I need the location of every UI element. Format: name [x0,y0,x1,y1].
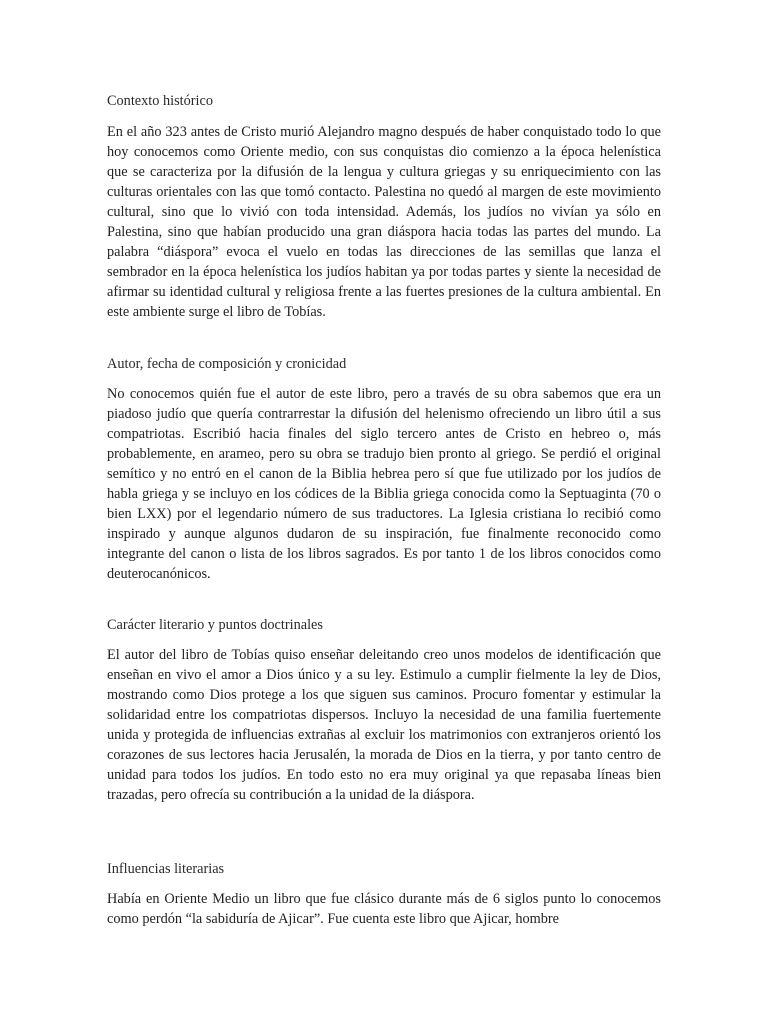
section-title-autor-fecha: Autor, fecha de composición y cronicidad [107,356,347,372]
section-paragraph-influencias-literarias: Había en Oriente Medio un libro que fue clásico durante más de 6 siglos punto lo conocemos como perdón “la sabiduría de Ajicar”. Fue cuenta este libro que Ajicar, hombre [107,891,661,927]
section-paragraph-caracter-literario: El autor del libro de Tobías quiso enseñar deleitando creo unos modelos de identificación que enseñan en vivo el amor a Dios único y a su ley. Estimulo a cumplir fielmente la ley de Dios, mostrando como Dios protege a los que siguen sus caminos. Procuro fomentar y estimular la solidaridad entre los compatriotas dispersos. Incluyo la necesidad de una familia fuertemente unida y protegida de influencias extrañas al excluir los matrimonios con extranjeros orientó los corazones de sus lectores hacia Jerusalén, la morada de Dios en la tierra, y por tanto centro de unidad para todos los judíos. En todo esto no era muy original ya que repasaba líneas bien trazadas, pero ofrecía su contribución a la unidad de la diáspora. [107,647,661,803]
section-title-contexto-historico: Contexto histórico [107,93,214,109]
section-title-influencias-literarias: Influencias literarias [107,861,225,877]
section-paragraph-autor-fecha: No conocemos quién fue el autor de este libro, pero a través de su obra sabemos que era un piadoso judío que quería contrarrestar la difusión del helenismo ofreciendo un libro útil a sus compatriotas. Escribió hacia finales del siglo tercero antes de Cristo en hebreo o, más probablemente, en arameo, pero su obra se tradujo bien pronto al griego. Se perdió el original semítico y no entró en el canon de la Biblia hebrea pero sí que fue utilizado por los judíos de habla griega y se incluyo en los códices de la Biblia griega conocida como la Septuaginta (70 o bien LXX) por el legendario número de sus traductores. La Iglesia cristiana lo recibió como inspirado y aunque algunos dudaron de su inspiración, fue finalmente reconocido como integrante del canon o lista de los libros sagrados. Es por tanto 1 de los libros conocidos como deuterocanónicos. [107,386,661,582]
section-paragraph-contexto-historico: En el año 323 antes de Cristo murió Alejandro magno después de haber conquistado todo lo que hoy conocemos como Oriente medio, con sus conquistas dio comienzo a la época helenística que se caracteriza por la difusión de la lengua y cultura griegas y su enriquecimiento con las culturas orientales con las que tomó contacto. Palestina no quedó al margen de este movimiento cultural, sino que lo vivió con toda intensidad. Además, los judíos no vivían ya sólo en Palestina, sino que habían producido una gran diáspora hacia todas las partes del mundo. La palabra “diáspora” evoca el vuelo en todas las direcciones de las semillas que lanza el sembrador en la época helenística los judíos habitan ya por todas partes y siente la necesidad de afirmar su identidad cultural y religiosa frente a las fuertes presiones de la cultura ambiental. En este ambiente surge el libro de Tobías. [107,124,661,320]
section-title-caracter-literario: Carácter literario y puntos doctrinales [107,617,323,633]
